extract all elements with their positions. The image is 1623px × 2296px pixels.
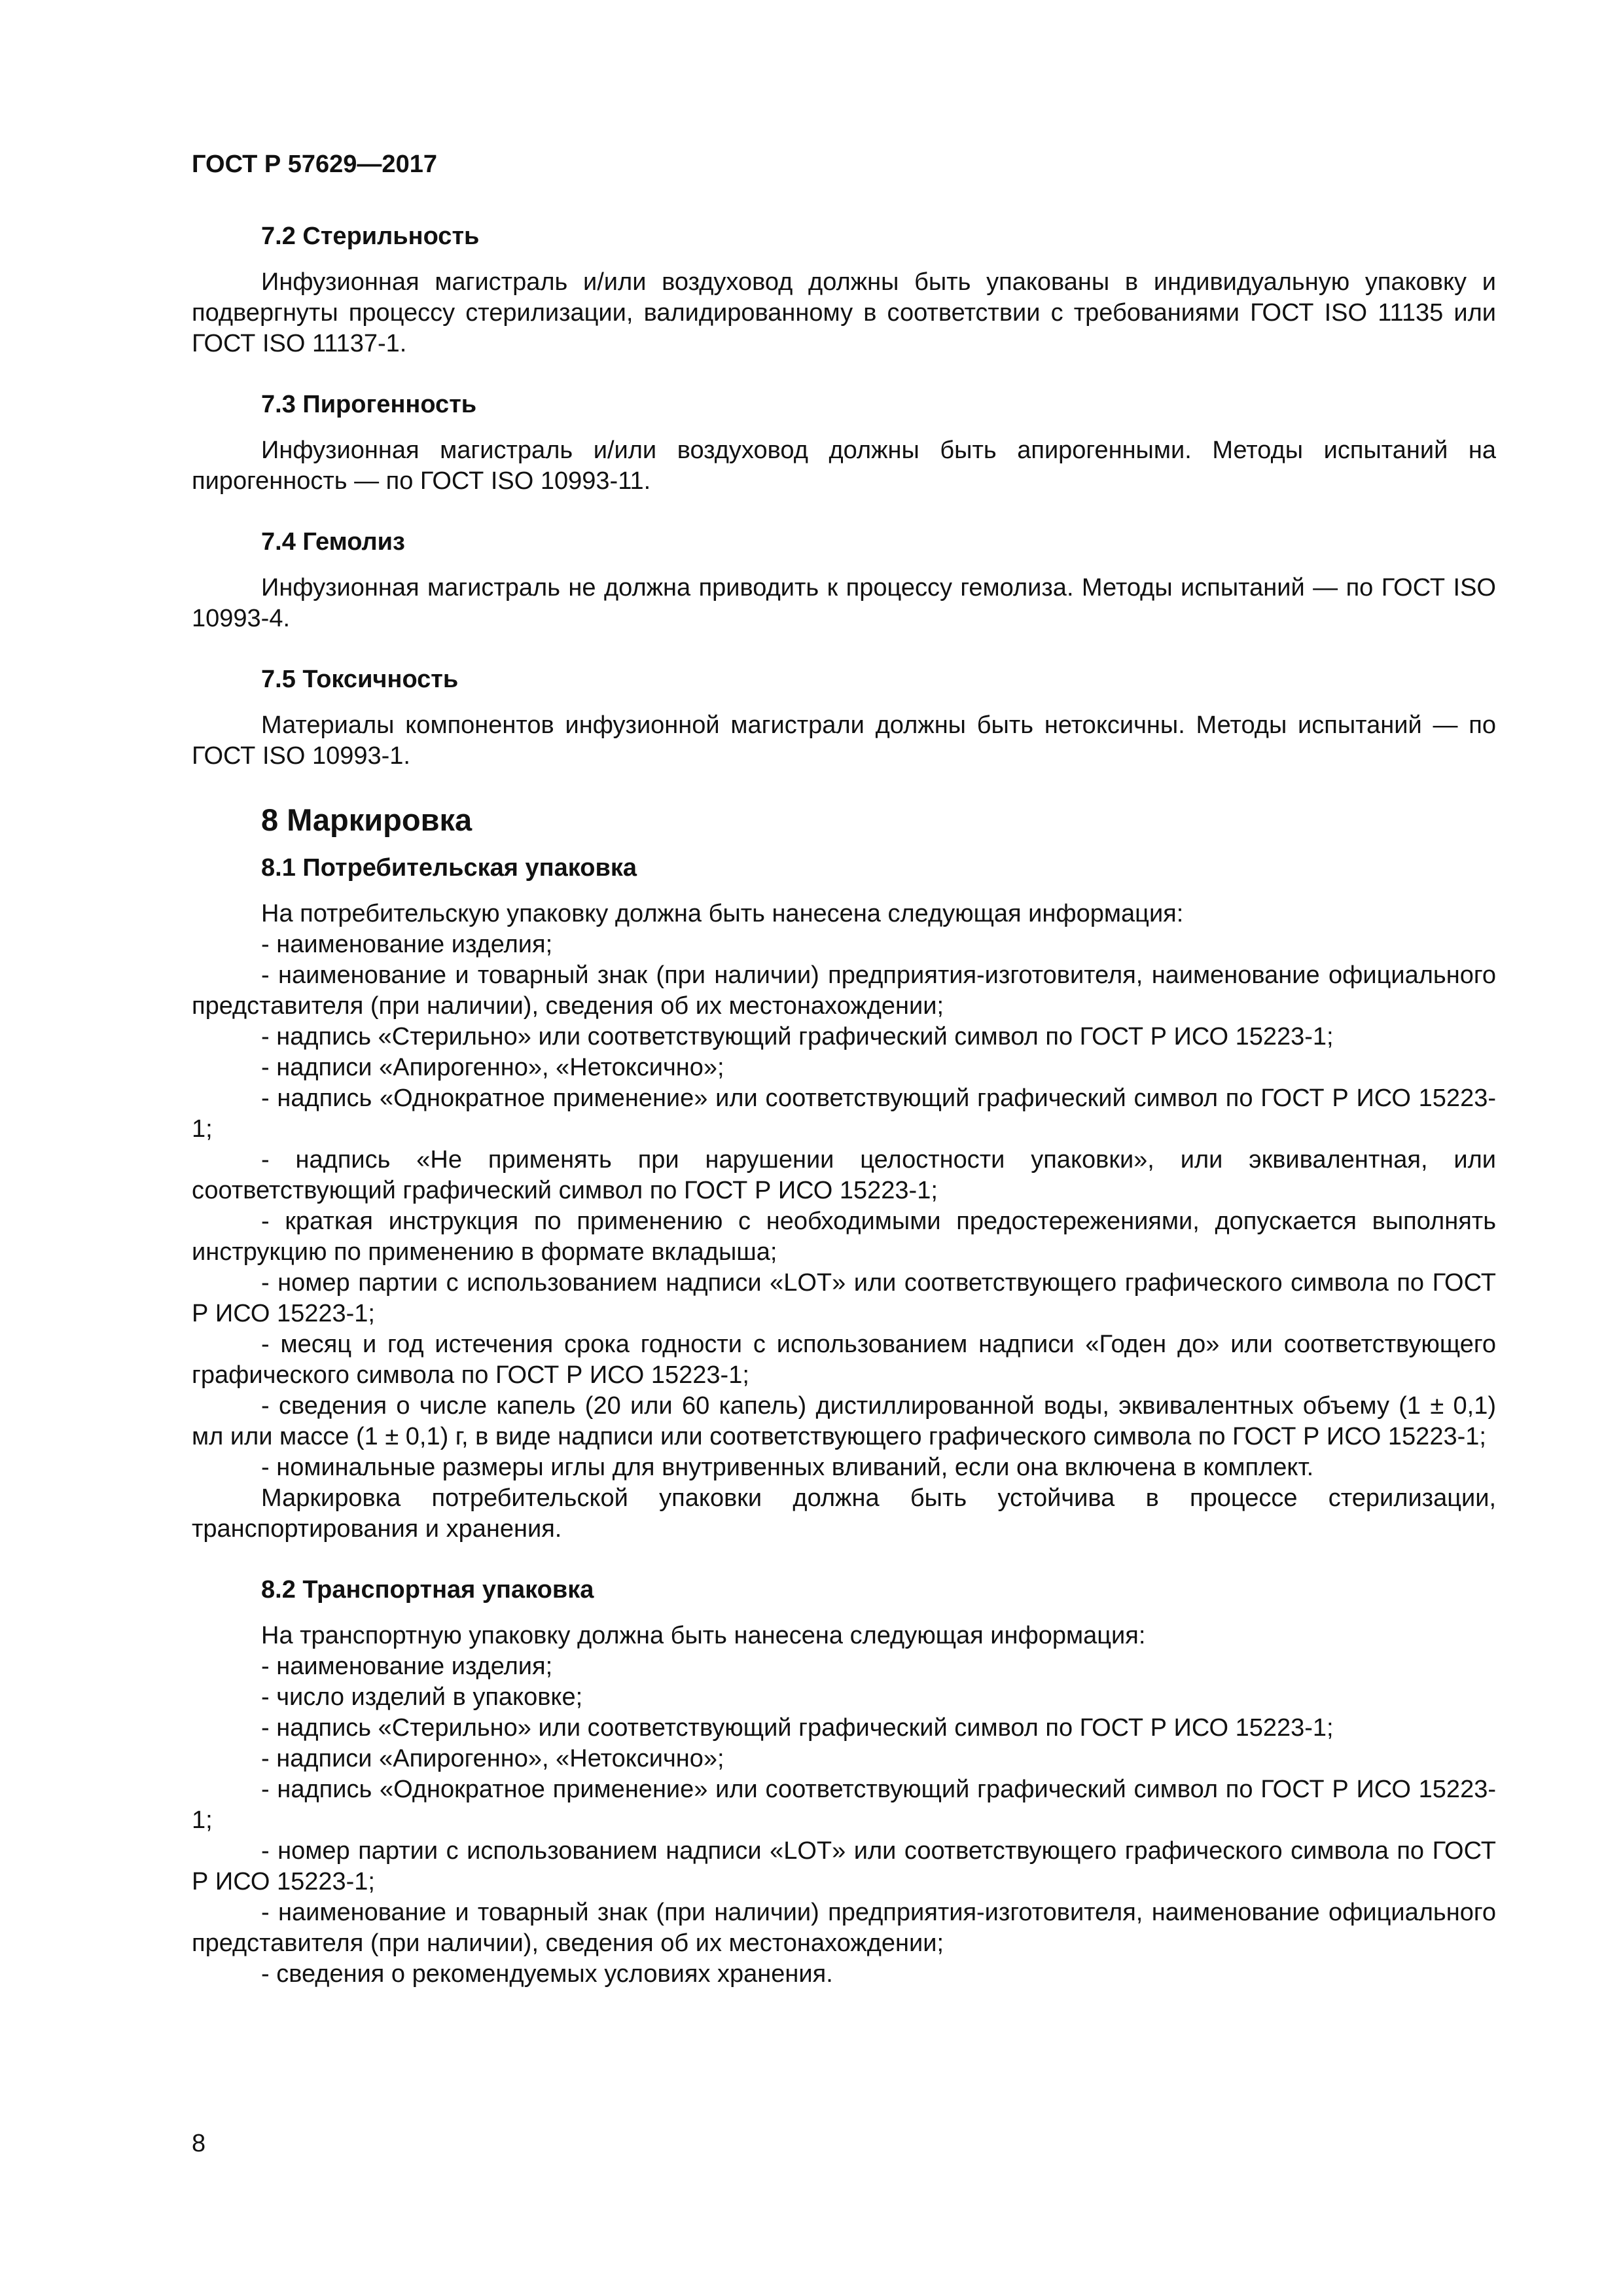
section-7-2-title: 7.2 Стерильность (261, 223, 480, 250)
section-7-4 (192, 527, 1496, 634)
list-item: - наименование изделия; (261, 1653, 553, 1680)
list-item: - краткая инструкция по применению с необходимыми предостережениями, допускается выполнять инструкцию по применению в формате вкладыша; (192, 1208, 1496, 1266)
list-item: - надпись «Однократное применение» или соответствующий графический символ по ГОСТ Р ИСО 15223-1; (192, 1776, 1496, 1834)
list-item: - сведения о рекомендуемых условиях хранения. (261, 1960, 833, 1988)
section-7-3-title: 7.3 Пирогенность (261, 391, 477, 418)
list-item: - номинальные размеры иглы для внутривенных вливаний, если она включена в комплект. (261, 1454, 1314, 1481)
list-item: - наименование и товарный знак (при наличии) предприятия-изготовителя, наименование официального представителя (при наличии), сведения об их местонахождении; (192, 961, 1496, 1020)
section-7-5-text: Материалы компонентов инфузионной магистрали должны быть нетоксичны. Методы испытаний — по ГОСТ ISO 10993-1. (192, 711, 1496, 770)
list-item: - сведения о числе капель (20 или 60 капель) дистиллированной воды, эквивалентных объему (1 ± 0,1) мл или массе (1 ± 0,1) г, в виде надписи или соответствующего графического символа по ГОСТ Р ИСО 15223-1; (192, 1392, 1496, 1450)
list-item: - надписи «Апирогенно», «Нетоксично»; (261, 1745, 724, 1772)
section-7-4-title: 7.4 Гемолиз (261, 528, 405, 556)
section-7-3 (192, 389, 1496, 497)
list-item: - надпись «Не применять при нарушении целостности упаковки», или эквивалентная, или соответствующий графический символ по ГОСТ Р ИСО 15223-1; (192, 1146, 1496, 1204)
section-8-2-list (192, 1651, 1496, 1990)
section-8-title: 8 Маркировка (261, 802, 473, 837)
section-8-1-intro: На потребительскую упаковку должна быть нанесена следующая информация: (261, 900, 1184, 927)
list-item: - надпись «Стерильно» или соответствующий графический символ по ГОСТ Р ИСО 15223-1; (261, 1023, 1334, 1050)
section-8-2 (192, 1575, 1496, 1990)
list-item: - месяц и год истечения срока годности с использованием надписи «Годен до» или соответствующего графического символа по ГОСТ Р ИСО 15223-1; (192, 1331, 1496, 1389)
section-7-4-text: Инфузионная магистраль не должна приводить к процессу гемолиза. Методы испытаний — по ГОСТ ISO 10993-4. (192, 574, 1496, 632)
section-7-2 (192, 221, 1496, 359)
section-8-2-intro: На транспортную упаковку должна быть нанесена следующая информация: (261, 1622, 1146, 1649)
section-7-5 (192, 664, 1496, 772)
list-item: - наименование изделия; (261, 931, 553, 958)
list-item: - номер партии с использованием надписи «LOT» или соответствующего графического символа по ГОСТ Р ИСО 15223-1; (192, 1837, 1496, 1895)
document-body (192, 221, 1496, 2007)
section-7-5-title: 7.5 Токсичность (261, 666, 459, 693)
section-8-2-title: 8.2 Транспортная упаковка (261, 1576, 594, 1604)
list-item: - надпись «Однократное применение» или соответствующий графический символ по ГОСТ Р ИСО 15223-1; (192, 1085, 1496, 1143)
list-item: - наименование и товарный знак (при наличии) предприятия-изготовителя, наименование официального представителя (при наличии), сведения об их местонахождении; (192, 1899, 1496, 1957)
section-7-2-text: Инфузионная магистраль и/или воздуховод должны быть упакованы в индивидуальную упаковку и подвергнуты процессу стерилизации, валидированному в соответствии с требованиями ГОСТ ISO 11135 или ГОСТ ISO 11137-1. (192, 268, 1496, 357)
list-item: - надписи «Апирогенно», «Нетоксично»; (261, 1054, 724, 1081)
list-item: - число изделий в упаковке; (261, 1683, 583, 1711)
section-8-1-list (192, 929, 1496, 1483)
document-number-header: ГОСТ Р 57629—2017 (192, 151, 437, 178)
section-8-1 (192, 853, 1496, 1545)
list-item: - надпись «Стерильно» или соответствующий графический символ по ГОСТ Р ИСО 15223-1; (261, 1714, 1334, 1742)
section-8-1-title: 8.1 Потребительская упаковка (261, 854, 637, 882)
page-number: 8 (192, 2130, 206, 2157)
section-7-3-text: Инфузионная магистраль и/или воздуховод должны быть апирогенными. Методы испытаний на пирогенность — по ГОСТ ISO 10993-11. (192, 437, 1496, 495)
section-8-1-closing: Маркировка потребительской упаковки должна быть устойчива в процессе стерилизации, транспортирования и хранения. (192, 1484, 1496, 1543)
list-item: - номер партии с использованием надписи «LOT» или соответствующего графического символа по ГОСТ Р ИСО 15223-1; (192, 1269, 1496, 1327)
